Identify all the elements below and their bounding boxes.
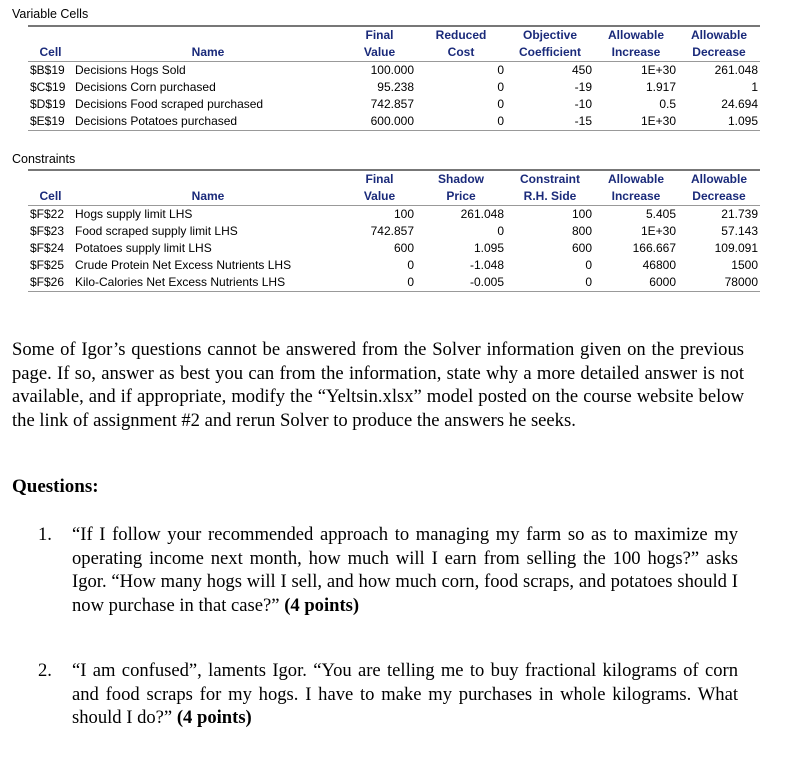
header-final: Final [343,170,416,188]
table-row [28,113,760,131]
table-header-row [28,170,760,188]
cell-ref: $B$19 [30,63,65,77]
cell-name: Potatoes supply limit LHS [75,241,212,255]
table-row [28,79,760,96]
constraints-table [28,169,760,292]
header-allowable-inc: Allowable [594,26,678,44]
header-cell: Cell [28,44,73,62]
allowable-decrease: 21.739 [721,207,758,221]
cell-name: Kilo-Calories Net Excess Nutrients LHS [73,274,343,292]
objective-coefficient: -19 [574,80,592,94]
final-value: 100.000 [370,63,414,77]
variable-cells-title: Variable Cells [12,7,89,21]
allowable-decrease: 1 [751,80,758,94]
cell-name: Decisions Potatoes purchased [73,113,343,131]
cell-name: Decisions Hogs Sold [75,63,186,77]
final-value: 95.238 [377,80,414,94]
final-value: 742.857 [370,224,414,238]
allowable-decrease: 57.143 [721,224,758,238]
cell-ref: $F$26 [28,274,73,292]
cell-ref: $C$19 [30,80,66,94]
allowable-increase: 5.405 [645,207,676,221]
header-value: Value [343,44,416,62]
shadow-price: -1.048 [469,258,504,272]
table-row [28,240,760,257]
final-value: 0 [407,258,414,272]
header-reduced: Reduced [416,26,506,44]
table-row [28,96,760,113]
constraints-title: Constraints [12,152,76,166]
header-increase: Increase [594,44,678,62]
allowable-decrease: 1500 [731,258,758,272]
header-name: Name [73,44,343,62]
header-objective: Objective [506,26,594,44]
question-number: 1. [38,524,52,545]
allowable-increase: 0.5 [659,97,676,111]
objective-coefficient: -15 [506,113,594,131]
header-decrease: Decrease [678,44,760,62]
question-points: (4 points) [176,707,252,728]
question-number: 2. [38,660,52,681]
final-value: 600.000 [343,113,416,131]
header-allowable-dec: Allowable [678,26,760,44]
reduced-cost: 0 [497,63,504,77]
allowable-increase: 1.917 [645,80,676,94]
header-value: Value [343,188,416,206]
header-cost: Cost [416,44,506,62]
allowable-decrease: 24.694 [721,97,758,111]
question-points: (4 points) [284,594,360,616]
allowable-decrease: 1.095 [678,113,760,131]
constraint-rhs: 600 [571,241,592,255]
shadow-price: 0 [497,224,504,238]
table-row [28,274,760,292]
table-row [28,257,760,274]
reduced-cost: 0 [497,97,504,111]
cell-name: Decisions Corn purchased [75,80,216,94]
table-header-row [28,26,760,44]
header-shadow: Shadow [416,170,506,188]
allowable-decrease: 78000 [678,274,760,292]
allowable-increase: 1E+30 [640,63,676,77]
constraint-rhs: 800 [571,224,592,238]
cell-name: Decisions Food scraped purchased [75,97,264,111]
table-row [28,62,760,80]
reduced-cost: 0 [497,80,504,94]
final-value: 600 [393,241,414,255]
constraint-rhs: 0 [585,258,592,272]
allowable-increase: 166.667 [632,241,676,255]
cell-ref: $D$19 [30,97,66,111]
table-row [28,223,760,240]
question-item [38,659,738,730]
objective-coefficient: -10 [574,97,592,111]
final-value: 742.857 [370,97,414,111]
header-decrease: Decrease [678,188,760,206]
cell-ref: $F$22 [30,207,65,221]
cell-ref: $F$24 [30,241,65,255]
header-final: Final [343,26,416,44]
allowable-decrease: 261.048 [714,63,758,77]
cell-name: Food scraped supply limit LHS [75,224,238,238]
cell-ref: $F$23 [30,224,65,238]
header-allowable-inc: Allowable [594,170,678,188]
shadow-price: -0.005 [416,274,506,292]
question-item [38,523,738,617]
question-body [72,523,738,617]
table-row [28,206,760,224]
header-name: Name [73,188,343,206]
header-allowable-dec: Allowable [678,170,760,188]
question-text: “I am confused”, laments Igor. “You are telling me to buy fractional kilograms of corn and food scraps for my hogs. I have to make my purchases in whole kilograms. What should I do?” [72,660,738,728]
cell-ref: $F$25 [30,258,65,272]
shadow-price: 261.048 [460,207,504,221]
cell-name: Hogs supply limit LHS [75,207,193,221]
shadow-price: 1.095 [473,241,504,255]
header-constraint: Constraint [506,170,594,188]
variable-cells-table [28,25,760,131]
allowable-decrease: 109.091 [714,241,758,255]
objective-coefficient: 450 [571,63,592,77]
cell-name: Crude Protein Net Excess Nutrients LHS [75,258,292,272]
constraint-rhs: 0 [506,274,594,292]
header-cell: Cell [28,188,73,206]
question-text: “If I follow your recommended approach to managing my farm so as to maximize my operating income next month, how much will I earn from selling the 100 hogs?” asks Igor. “How many hogs will I sell, and how much corn, food scraps, and potatoes should I now purchase in that case?” [72,524,738,616]
questions-heading: Questions: [12,476,99,497]
cell-ref: $E$19 [28,113,73,131]
allowable-increase: 46800 [642,258,676,272]
header-rh-side: R.H. Side [506,188,594,206]
table-header-row [28,188,760,206]
allowable-increase: 1E+30 [594,113,678,131]
final-value: 100 [393,207,414,221]
header-increase: Increase [594,188,678,206]
table-header-row [28,44,760,62]
allowable-increase: 6000 [594,274,678,292]
question-body [72,659,738,730]
reduced-cost: 0 [416,113,506,131]
constraint-rhs: 100 [571,207,592,221]
final-value: 0 [343,274,416,292]
allowable-increase: 1E+30 [640,224,676,238]
instructions-paragraph: Some of Igor’s questions cannot be answered from the Solver information given on the previous page. If so, answer as best you can from the information, state why a more detailed answer is not available, and if appropriate, modify the “Yeltsin.xlsx” model posted on the course website below the link of assignment #2 and rerun Solver to produce the answers he seeks. [12,339,744,431]
header-price: Price [416,188,506,206]
header-coefficient: Coefficient [506,44,594,62]
